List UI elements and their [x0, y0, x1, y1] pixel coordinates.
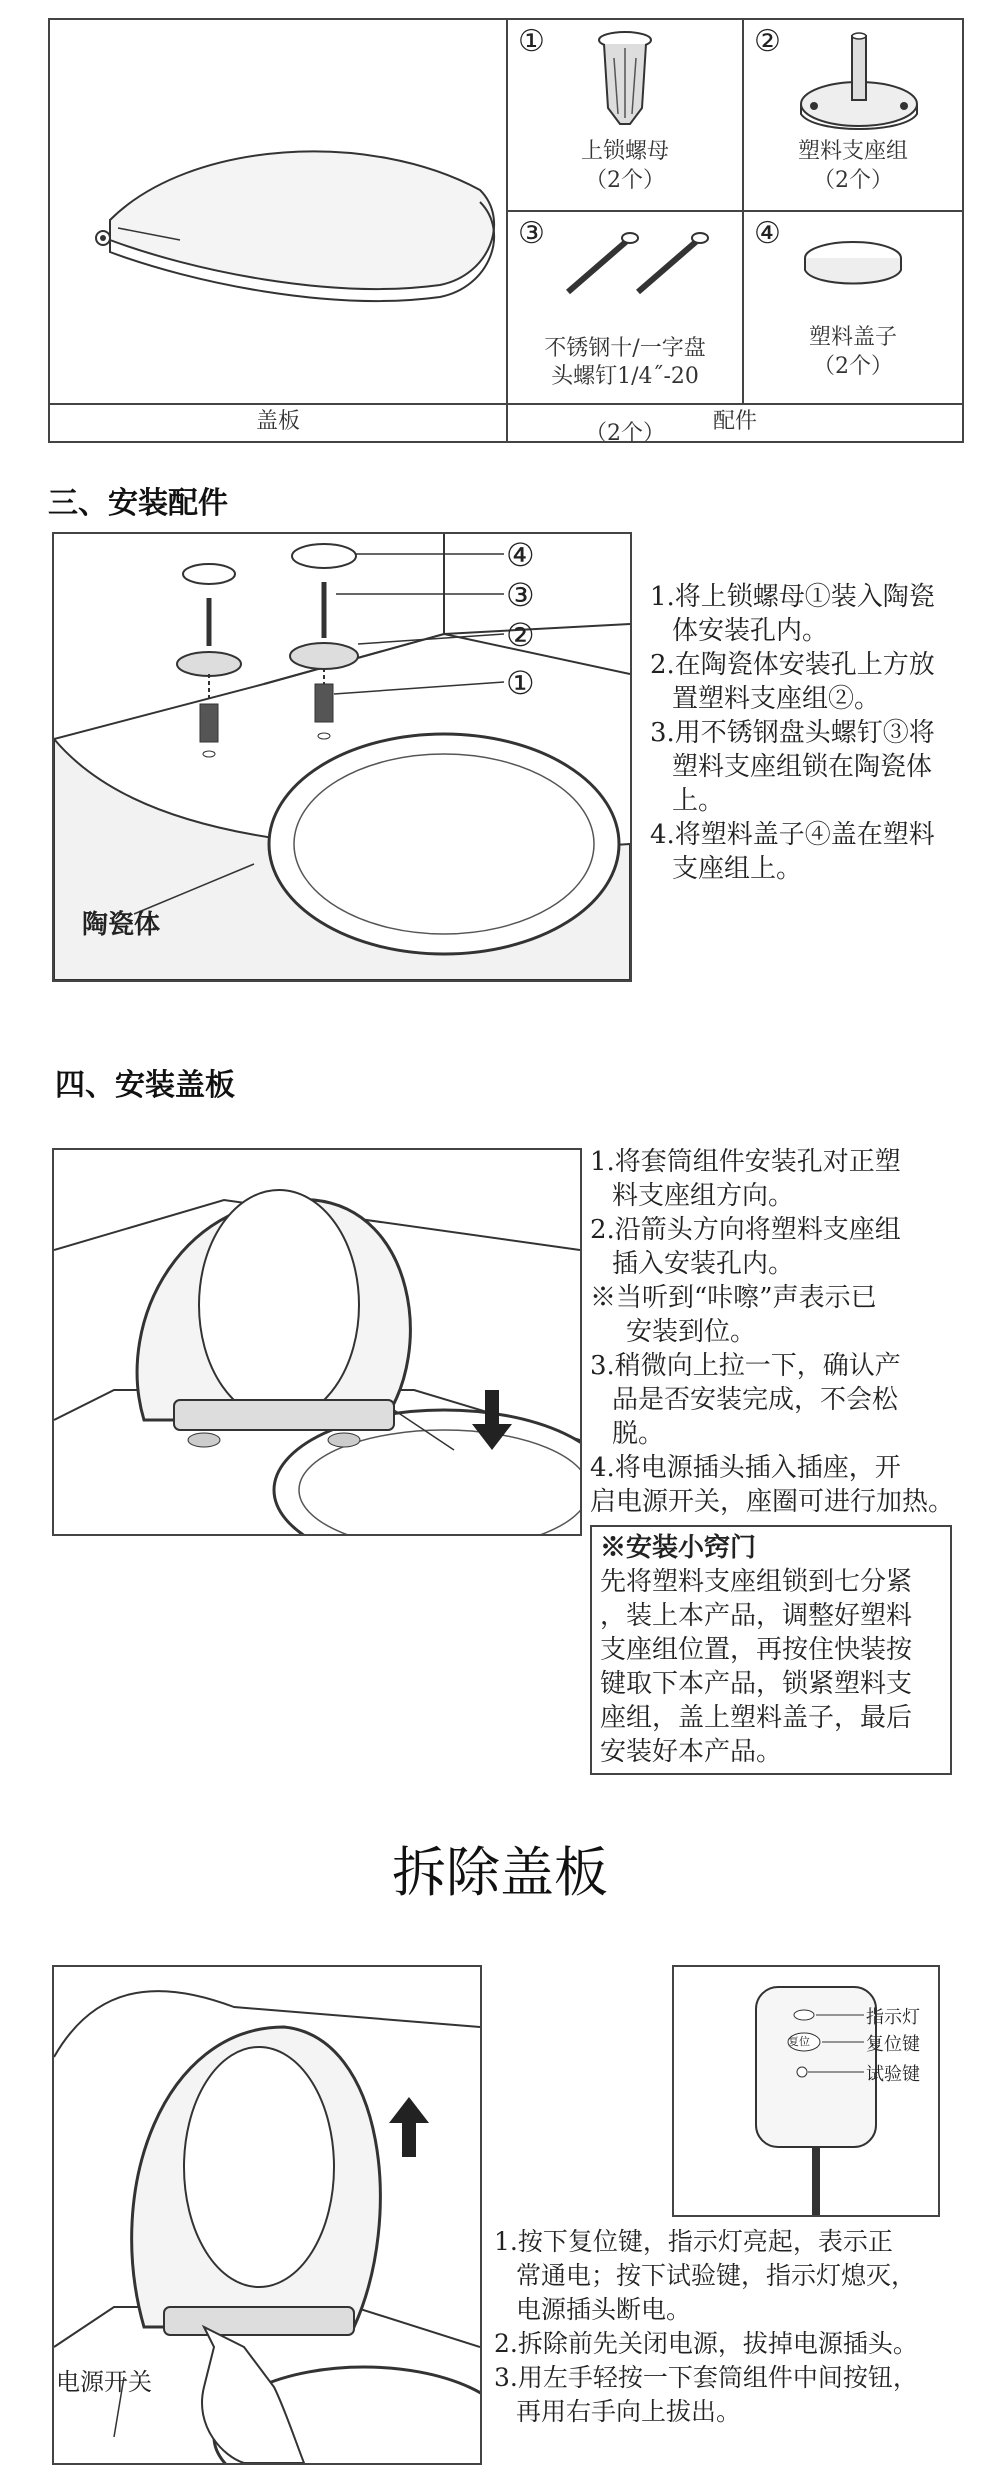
- ceramic-body-label: 陶瓷体: [82, 910, 161, 940]
- install-tip-box: [590, 1525, 952, 1775]
- screw-icon: [548, 222, 718, 302]
- part-qty: （2个）: [585, 167, 665, 193]
- reset-button-text: 复位: [788, 2035, 810, 2048]
- part-number: ④: [754, 216, 781, 251]
- tip-line: ，装上本产品，调整好塑料: [600, 1601, 913, 1631]
- step-text: 塑料支座组锁在陶瓷体: [672, 752, 933, 782]
- plastic-support-icon: [794, 26, 924, 136]
- step-text: 1.将上锁螺母①装入陶瓷: [650, 582, 935, 612]
- tip-line: 先将塑料支座组锁到七分紧: [600, 1567, 913, 1597]
- step-text: 再用右手向上拔出。: [516, 2397, 742, 2426]
- section-title-install-seat: 四、安装盖板: [55, 1068, 235, 1103]
- section-title-remove-seat: 拆除盖板: [392, 1841, 608, 1904]
- section-header-partial: [48, 0, 248, 8]
- tip-line: 支座组位置，再按住快装按: [600, 1635, 913, 1665]
- step-text: 料支座组方向。: [612, 1181, 795, 1211]
- power-switch-label: 电源开关: [56, 2368, 152, 2396]
- part-plastic-support: [744, 20, 962, 210]
- tip-line: 键取下本产品，锁紧塑料支: [600, 1669, 913, 1699]
- step-text: 3.用不锈钢盘头螺钉③将: [650, 718, 935, 748]
- part-name: 塑料支座组: [797, 139, 908, 164]
- tip-title: ※安装小窍门: [600, 1533, 757, 1563]
- step-text: 常通电；按下试验键，指示灯熄灭，: [516, 2261, 917, 2290]
- part-plastic-cap: [744, 212, 962, 403]
- arrow-up-icon: [389, 2097, 429, 2157]
- step-text: 2.在陶瓷体安装孔上方放: [650, 650, 935, 680]
- step-text: 上。: [672, 786, 725, 816]
- part-qty: （2个）: [585, 421, 665, 447]
- part-lock-nut: [508, 20, 742, 210]
- step-text: 支座组上。: [672, 854, 803, 884]
- callout-1: ①: [506, 664, 535, 702]
- install-parts-steps: [650, 580, 990, 886]
- part-number: ②: [754, 24, 781, 59]
- tip-line: 安装好本产品。: [600, 1737, 783, 1767]
- remove-seat-steps: [494, 2225, 1000, 2429]
- install-parts-figure: [52, 532, 632, 982]
- step-text: 4.将塑料盖子④盖在塑料: [650, 820, 935, 850]
- section-title-install-parts: 三、安装配件: [48, 486, 228, 521]
- install-seat-steps: [590, 1145, 1000, 1519]
- toilet-seat-image: [70, 100, 500, 330]
- plug-figure: [672, 1965, 940, 2217]
- reset-label: 复位键: [866, 2034, 920, 2055]
- accessories-caption: 配件: [712, 409, 757, 434]
- step-text: 3.用左手轻按一下套筒组件中间按钮，: [494, 2363, 918, 2392]
- step-text: 体安装孔内。: [672, 616, 829, 646]
- step-text: 2.拆除前先关闭电源，拔掉电源插头。: [494, 2329, 918, 2358]
- remove-seat-figure: [52, 1965, 482, 2465]
- part-name: 塑料盖子: [808, 325, 897, 350]
- step-text: 1.将套筒组件安装孔对正塑: [590, 1147, 901, 1177]
- step-text: 品是否安装完成，不会松: [612, 1385, 899, 1415]
- arrow-down-icon: [472, 1390, 512, 1450]
- step-text: 插入安装孔内。: [612, 1249, 795, 1279]
- step-text: 1.按下复位键，指示灯亮起，表示正: [494, 2227, 893, 2256]
- lock-nut-icon: [590, 28, 660, 128]
- step-text: 脱。: [612, 1419, 665, 1449]
- step-text: 安装到位。: [626, 1317, 757, 1347]
- parts-table: [48, 18, 964, 447]
- step-text: 2.沿箭头方向将塑料支座组: [590, 1215, 901, 1245]
- part-qty: （2个）: [813, 167, 893, 193]
- step-text: 3.稍微向上拉一下，确认产: [590, 1351, 901, 1381]
- seat-caption: 盖板: [255, 409, 300, 434]
- callout-3: ③: [506, 576, 535, 614]
- part-name: 不锈钢十/一字盘 头螺钉1/4˝-20: [544, 335, 706, 390]
- step-text: 启电源开关，座圈可进行加热。: [590, 1487, 955, 1517]
- tip-line: 座组，盖上塑料盖子，最后: [600, 1703, 913, 1733]
- part-number: ③: [518, 216, 545, 251]
- callout-4: ④: [506, 536, 535, 574]
- indicator-label: 指示灯: [866, 2007, 920, 2028]
- part-qty: （2个）: [813, 353, 893, 379]
- part-number: ①: [518, 24, 545, 59]
- test-label: 试验键: [866, 2064, 920, 2085]
- part-name: 上锁螺母: [580, 139, 669, 164]
- install-seat-figure: [52, 1148, 582, 1536]
- step-text: 置塑料支座组②。: [672, 684, 881, 714]
- step-text: 电源插头断电。: [516, 2295, 692, 2324]
- plastic-cap-icon: [798, 236, 908, 296]
- step-text: ※当听到“咔嚓”声表示已: [590, 1283, 877, 1313]
- callout-2: ②: [506, 616, 535, 654]
- step-text: 4.将电源插头插入插座，开: [590, 1453, 901, 1483]
